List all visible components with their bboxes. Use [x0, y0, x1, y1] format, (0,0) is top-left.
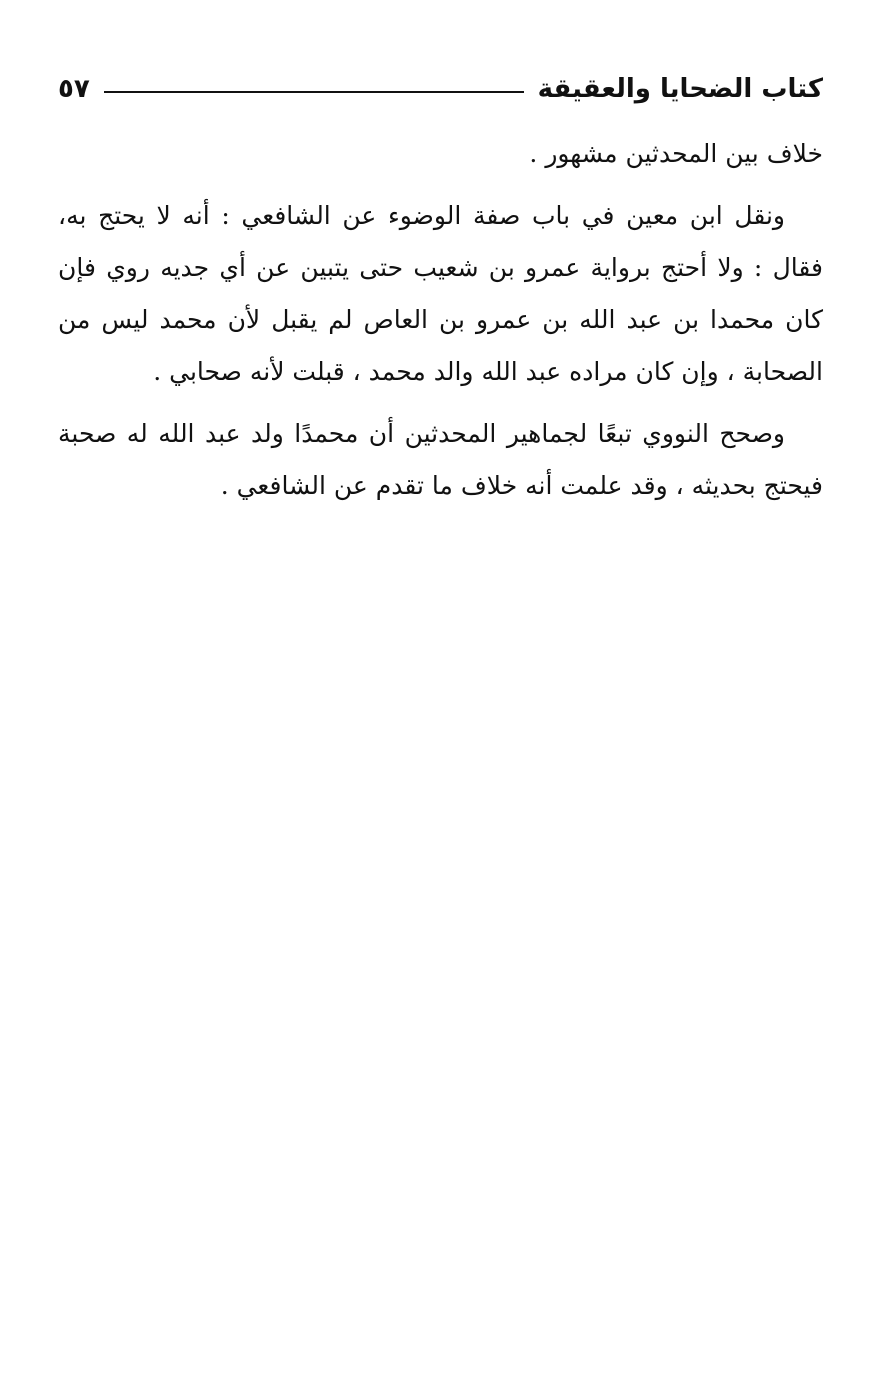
book-title: كتاب الضحايا والعقيقة	[537, 74, 823, 104]
page-number: ٥٧	[58, 74, 90, 104]
paragraph-ibn-main-quote: ونقل ابن معين في باب صفة الوضوء عن الشافعي : أنه لا يحتج به، فقال : ولا أحتج برواية عمرو بن شعيب حتى يتبين عن أي جديه روي فإن كان محمدا بن عبد الله بن عمرو بن العاص لم يقبل لأن محمد ليس من الصحابة ، وإن كان مراده عبد الله والد محمد ، قبلت لأنه صحابي .	[58, 201, 824, 386]
header-rule	[104, 91, 524, 93]
body-text	[58, 128, 823, 522]
paragraph-nawawi: وصحح النووي تبعًا لجماهير المحدثين أن محمدًا ولد عبد الله له صحبة فيحتج بحديثه ، وقد علمت أنه خلاف ما تقدم عن الشافعي .	[58, 419, 823, 500]
paragraph-continuation: خلاف بين المحدثين مشهور .	[529, 139, 823, 168]
running-header	[58, 66, 823, 112]
